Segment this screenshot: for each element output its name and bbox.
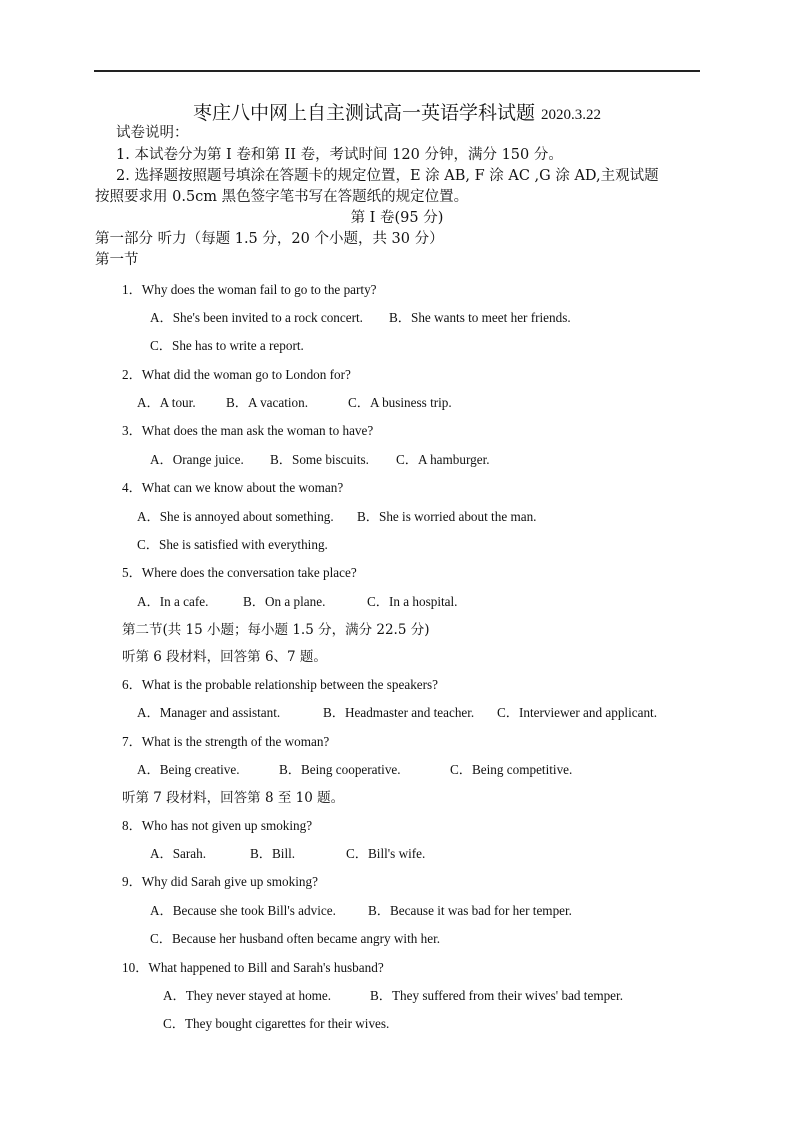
question-3: 3．What does the man ask the woman to have? xyxy=(122,423,374,438)
question-10-options xyxy=(163,987,623,1005)
q9-option-a: A．Because she took Bill's advice. xyxy=(150,903,336,918)
volume-heading: 第 I 卷(95 分) xyxy=(350,210,444,226)
part-heading: 第一部分 听力（每题 1.5 分，20 个小题，共 30 分） xyxy=(95,231,444,247)
instructions-heading: 试卷说明： xyxy=(116,125,189,141)
exam-title-text: 枣庄八中网上自主测试高一英语学科试题 xyxy=(192,102,535,124)
question-3-options xyxy=(150,451,490,469)
q7-option-b: B．Being cooperative. xyxy=(279,762,401,777)
material-7-note: 听第 7 段材料，回答第 8 至 10 题。 xyxy=(122,790,345,806)
q2-option-a: A．A tour. xyxy=(137,395,196,410)
q6-option-b: B．Headmaster and teacher. xyxy=(323,705,475,720)
question-9: 9．Why did Sarah give up smoking? xyxy=(122,874,318,889)
q10-option-a: A．They never stayed at home. xyxy=(163,988,332,1003)
exam-date: 2020.3.22 xyxy=(541,107,601,123)
question-6-options xyxy=(137,704,657,722)
question-1-options xyxy=(150,309,571,327)
question-2: 2．What did the woman go to London for? xyxy=(122,367,351,382)
question-8-options xyxy=(150,845,425,863)
q1-option-c: C．She has to write a report. xyxy=(150,338,304,353)
question-7: 7．What is the strength of the woman? xyxy=(122,734,330,749)
instruction-1: 1. 本试卷分为第 I 卷和第 II 卷，考试时间 120 分钟，满分 150 分。 xyxy=(116,147,563,163)
q8-option-a: A．Sarah. xyxy=(150,846,207,861)
question-2-options xyxy=(137,394,452,412)
question-9-options xyxy=(150,902,572,920)
question-6: 6．What is the probable relationship between the speakers? xyxy=(122,677,439,692)
q10-option-c: C．They bought cigarettes for their wives. xyxy=(163,1016,390,1031)
section1-heading: 第一节 xyxy=(95,252,139,268)
question-10: 10．What happened to Bill and Sarah's husband? xyxy=(122,960,384,975)
q2-option-b: B．A vacation. xyxy=(226,395,309,410)
q1-option-b: B．She wants to meet her friends. xyxy=(389,310,571,325)
q6-option-a: A．Manager and assistant. xyxy=(137,705,281,720)
q1-option-a: A．She's been invited to a rock concert. xyxy=(150,310,363,325)
material-6-note: 听第 6 段材料，回答第 6、7 题。 xyxy=(122,649,327,665)
header-rule xyxy=(94,70,700,72)
q8-option-b: B．Bill. xyxy=(250,846,296,861)
q5-option-c: C．In a hospital. xyxy=(367,594,458,609)
instruction-2-continued: 按照要求用 0.5cm 黑色签字笔书写在答题纸的规定位置。 xyxy=(95,189,469,205)
question-5: 5．Where does the conversation take place? xyxy=(122,565,357,580)
q9-option-c: C．Because her husband often became angry with her. xyxy=(150,931,441,946)
q4-option-c: C．She is satisfied with everything. xyxy=(137,537,328,552)
instruction-2: 2. 选择题按照题号填涂在答题卡的规定位置，E 涂 AB, F 涂 AC ,G 涂 AD,主观试题 xyxy=(116,168,659,184)
q2-option-c: C．A business trip. xyxy=(348,395,452,410)
question-7-options xyxy=(137,761,572,779)
q6-option-c: C．Interviewer and applicant. xyxy=(497,705,658,720)
q8-option-c: C．Bill's wife. xyxy=(346,846,426,861)
q5-option-b: B．On a plane. xyxy=(243,594,326,609)
question-1: 1．Why does the woman fail to go to the party? xyxy=(122,282,377,297)
q4-option-a: A．She is annoyed about something. xyxy=(137,509,334,524)
q10-option-b: B．They suffered from their wives' bad temper. xyxy=(370,988,623,1003)
q3-option-b: B．Some biscuits. xyxy=(270,452,369,467)
question-4-options xyxy=(137,508,536,526)
q9-option-b: B．Because it was bad for her temper. xyxy=(368,903,572,918)
question-5-options xyxy=(137,593,457,611)
q7-option-a: A．Being creative. xyxy=(137,762,240,777)
q7-option-c: C．Being competitive. xyxy=(450,762,573,777)
q5-option-a: A．In a cafe. xyxy=(137,594,209,609)
q3-option-a: A．Orange juice. xyxy=(150,452,244,467)
section2-heading: 第二节(共 15 小题；每小题 1.5 分，满分 22.5 分) xyxy=(122,622,430,638)
exam-title xyxy=(0,98,794,125)
q3-option-c: C．A hamburger. xyxy=(396,452,490,467)
question-8: 8．Who has not given up smoking? xyxy=(122,818,313,833)
question-4: 4．What can we know about the woman? xyxy=(122,480,344,495)
q4-option-b: B．She is worried about the man. xyxy=(357,509,537,524)
